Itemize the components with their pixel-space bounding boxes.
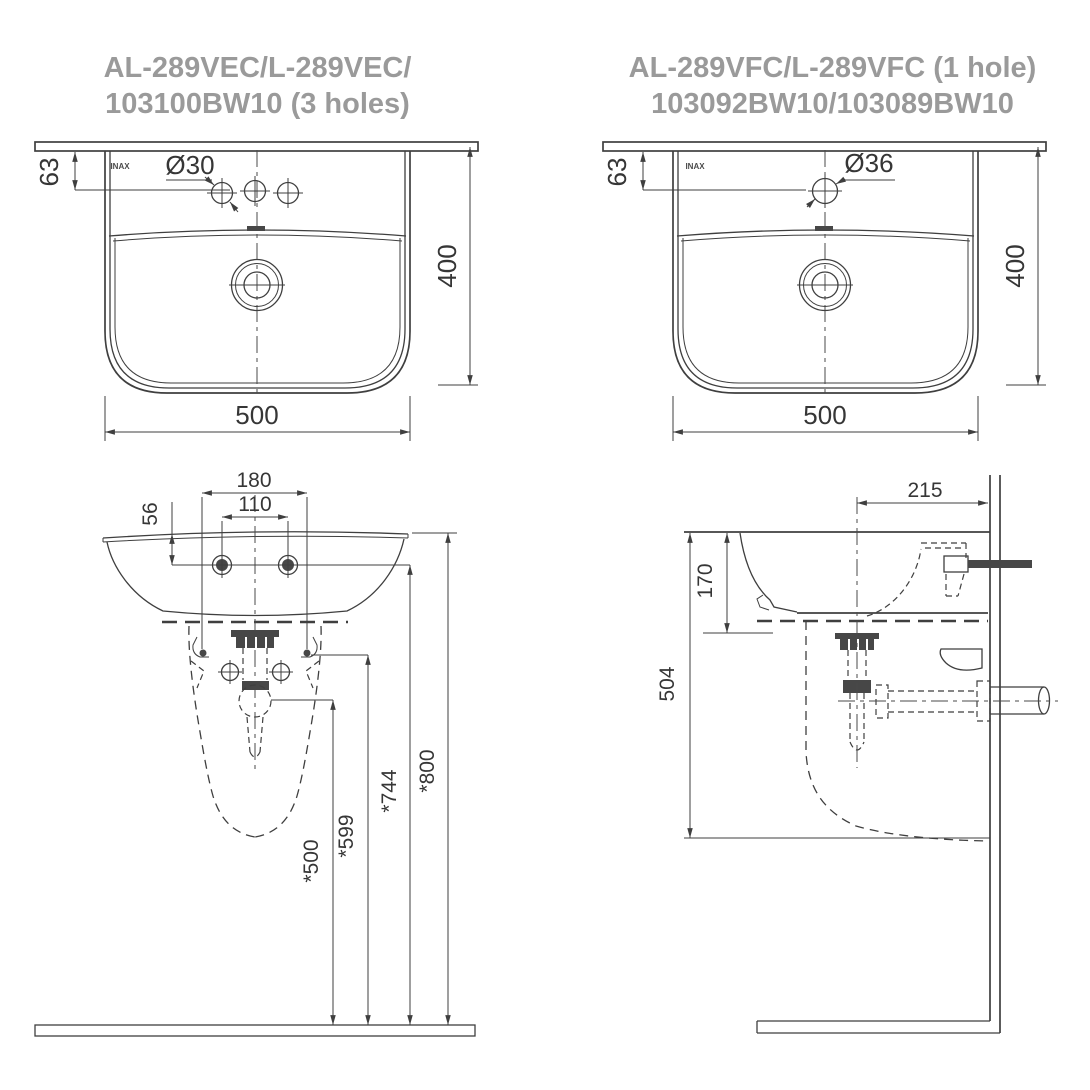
overflow-mark	[247, 226, 265, 231]
front-view-1hole	[602, 142, 1046, 441]
rear-mounting-view	[35, 469, 475, 1036]
overflow-mark	[815, 226, 833, 231]
svg-text:*599: *599	[335, 814, 358, 858]
product-title-right-line2: 103092BW10/103089BW10	[651, 88, 1014, 121]
svg-text:400: 400	[432, 244, 462, 288]
brand-logo: INAX	[110, 162, 130, 171]
hidden-interior	[867, 543, 966, 616]
dim-depth-400	[432, 147, 478, 385]
svg-text:Ø36: Ø36	[844, 148, 894, 178]
front-profile	[740, 533, 797, 612]
brand-logo: INAX	[685, 162, 705, 171]
svg-text:Ø30: Ø30	[165, 150, 215, 180]
dim-hanger-height-744	[378, 565, 410, 1025]
wall-line	[35, 142, 478, 151]
trap-assembly	[835, 497, 879, 768]
dim-drain-to-wall-215	[857, 479, 988, 503]
svg-text:215: 215	[907, 479, 943, 502]
svg-text:63: 63	[34, 157, 64, 187]
product-title-left-line1: AL-289VEC/L-289VEC/	[103, 52, 412, 84]
shroud-left	[189, 626, 255, 837]
faucet-hole	[808, 174, 842, 208]
svg-text:500: 500	[803, 400, 847, 430]
svg-text:*800: *800	[416, 749, 439, 793]
shroud-right	[255, 626, 321, 837]
svg-text:400: 400	[1000, 244, 1030, 288]
floor-line	[757, 1021, 1000, 1033]
dim-hole-diameter-36	[807, 148, 895, 207]
svg-text:*744: *744	[378, 769, 401, 813]
svg-text:504: 504	[656, 666, 679, 702]
dim-bolt-span-110	[222, 493, 288, 554]
product-title-left-line2: 103100BW10 (3 holes)	[105, 88, 410, 121]
svg-text:56: 56	[139, 502, 162, 526]
dim-rim-depth-170	[694, 533, 773, 633]
dim-width-500	[105, 396, 410, 441]
hanger-bolt	[944, 556, 1032, 572]
floor-line	[35, 1025, 475, 1036]
svg-text:*500: *500	[300, 839, 323, 883]
dim-depth-400	[1000, 147, 1046, 385]
product-title-right-line1: AL-289VFC/L-289VFC (1 hole)	[628, 52, 1037, 84]
svg-text:110: 110	[238, 493, 272, 516]
dim-width-500	[673, 396, 978, 441]
svg-text:500: 500	[235, 400, 279, 430]
shroud-profile	[806, 621, 987, 841]
fixing-cover	[940, 649, 982, 670]
wall-line	[990, 475, 1000, 1033]
dim-trap-height-500	[271, 700, 333, 1025]
svg-text:170: 170	[694, 563, 717, 599]
svg-text:180: 180	[236, 469, 272, 492]
dim-faucet-offset-63	[602, 152, 806, 190]
svg-text:63: 63	[602, 157, 632, 187]
side-view	[656, 475, 1058, 1033]
faucet-holes	[207, 176, 303, 208]
front-view-3holes	[34, 142, 478, 441]
wall-line	[603, 142, 1046, 151]
dim-rim-height-800	[412, 533, 457, 1025]
